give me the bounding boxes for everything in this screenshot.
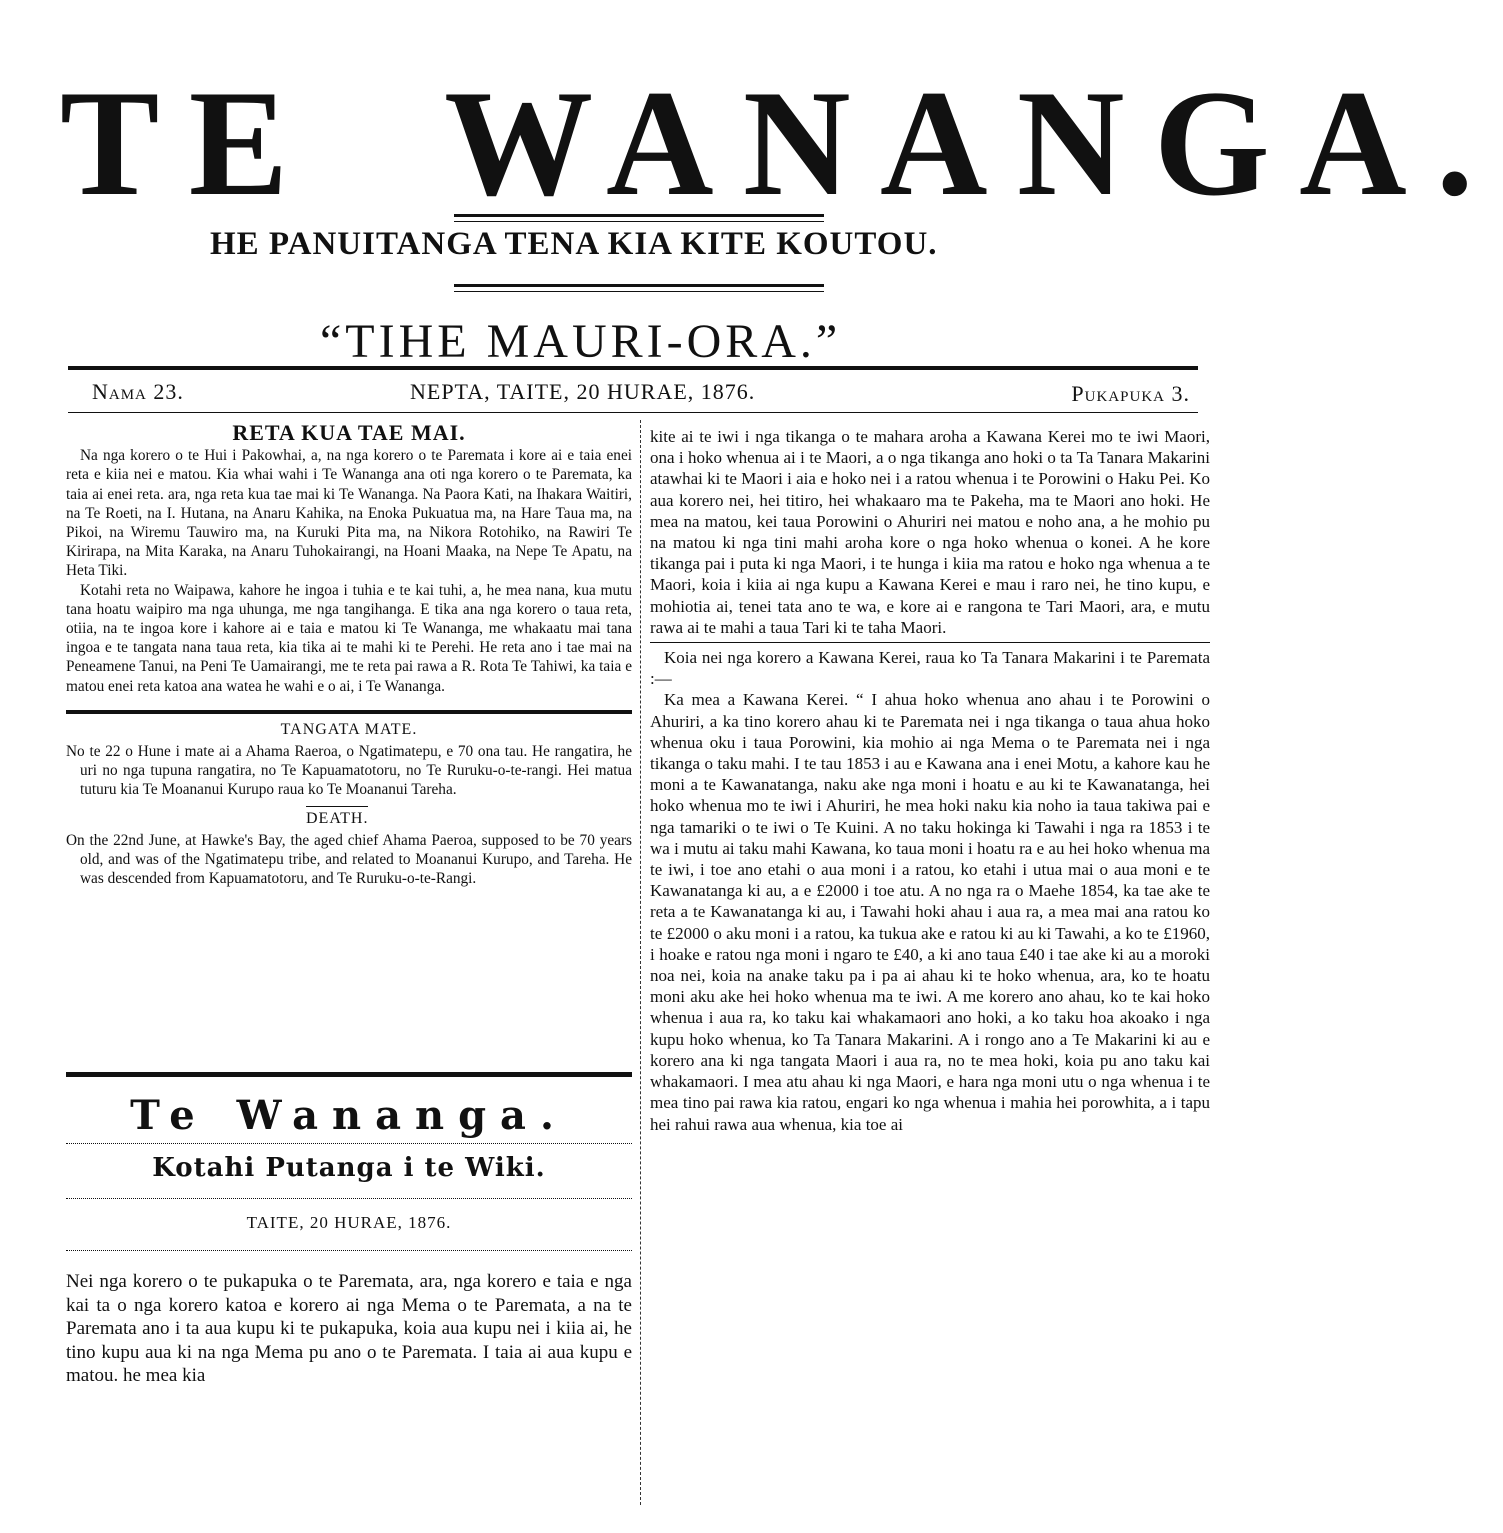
editorial-paper-name: Te Wananga. (130, 1092, 568, 1139)
issue-bar (70, 373, 1200, 409)
right-paragraph: Koia nei nga korero a Kawana Kerei, raua ko Ta Tanara Makarini i te Paremata :— (650, 648, 1210, 689)
editorial-date: TAITE, 20 HURAE, 1876. (246, 1213, 452, 1232)
column-divider (640, 420, 641, 1505)
death-maori-heading: TANGATA MATE. (280, 720, 418, 738)
left-column (66, 420, 632, 888)
masthead-rule-top (454, 214, 824, 222)
letters-paragraph: Kotahi reta no Waipawa, kahore he ingoa i tuhia e te kai tuhi, a, he mea nana, kua mutu tana hoatu waipiro ma nga uhunga, me nga tangihanga. E tika ana nga korero o taua reta, otiia, na te ingoa kore i kahore ai e taia e matou ki Te Wananga, me whakaatu mai tana ingoa e te tangata nana taua reta, kia tika ai te mahi ki te Perehi. He reta ano i tae mai na Peneamene Tanui, na Peni Te Uamairangi, me te reta pai rawa a R. Rota Te Tahiwi, ka taia e matou enei reta katoa ana watea he wahi e o ai, i Te Wananga. (66, 581, 632, 695)
right-rule (650, 642, 1210, 643)
editorial-body (66, 1270, 632, 1388)
right-column (650, 426, 1210, 1135)
masthead-title: TE WANANGA. (60, 59, 1503, 227)
death-english-text: On the 22nd June, at Hawke's Bay, the aged chief Ahama Paeroa, supposed to be 70 years old, and was of the Ngatimatepu tribe, and related to Moananui Kurupo, and Tareha. He was descended from Kapuamatotoru, and Te Ruruku-o-te-Rangi. (66, 831, 632, 888)
masthead-subtitle: “TIHE MAURI-ORA.” (320, 315, 842, 368)
issue-rule-bottom (68, 412, 1198, 413)
issue-number: Nama 23. (92, 379, 184, 404)
section-rule (66, 710, 632, 714)
editorial-rule-top (66, 1072, 632, 1077)
letters-paragraph: Na nga korero o te Hui i Pakowhai, a, na nga korero o te Paremata i kore ai e taia enei reta e kiia nei e matou. Kia whai wahi i Te Wananga ana oti nga korero o te Paremata, ka taia ai enei reta. ara, nga reta kua tae mai ki Te Wananga. Na Paora Kati, na Ihakara Waitiri, na Te Roeti, na I. Hutana, na Anaru Kahika, na Enoka Pukuatua ma, na Hare Taua ma, na Pikoi, na Wiremu Tauwiro ma, na Kuruki Pita ma, na Nikora Rotohiko, na Rawiri Te Kirirapa, na Mita Karaka, na Anaru Tuhokairangi, na Hoani Maaka, na Nepe Te Apatu, na Heta Tiki. (66, 447, 632, 580)
editorial-weekly-heading: Kotahi Putanga i te Wiki. (152, 1153, 546, 1183)
editorial-text: Nei nga korero o te pukapuka o te Paremata, ara, nga korero e taia e nga kai ta o nga korero katoa e korero ai nga Mema o te Paremata, a na te Paremata ano i ta aua kupu ki te pukapuka, koia aua kupu nei i kiia ai, he tino kupu aua ki na nga Mema pu ano o te Paremata. I taia ai aua kupu e matou. he mea kia (66, 1271, 632, 1387)
death-maori-text: No te 22 o Hune i mate ai a Ahama Raeroa, o Ngatimatepu, e 70 ona tau. He rangatira, he uri no nga tupuna rangatira, no Te Kapuamatotoru, no Te Ruruku-o-te-rangi. Hei matua tuturu kia Te Moananui Kurupo raua ko Te Moananui Tareha. (66, 743, 632, 799)
masthead (60, 59, 1503, 227)
issue-date: NEPTA, TAITE, 20 HURAE, 1876. (410, 379, 756, 404)
letters-heading: RETA KUA TAE MAI. (232, 420, 466, 445)
issue-rule-top (68, 366, 1198, 370)
editorial-rule-date-top (66, 1198, 632, 1199)
right-paragraph: kite ai te iwi i nga tikanga o te mahara aroha a Kawana Kerei mo te iwi Maori, ona i hoko whenua ai i te Maori, a o nga tikanga ano hoki o ta Ta Tanara Makarini atawhai ki te Maori i aia e hoko nei i a ratou whenua i te Porowini o Haku Pei. Ko aua korero nei, hei titiro, hei whakaaro ma te Pakeha, ma te Maori ano hoki. He mea na matou, kei taua Porowini o Ahuriri nei matou e noho ana, a he mohio pu na matou ki nga tini mahi aroha kore o nga hoko whenua o konei. A he kore tikanga pai i puta ki nga Maori, i te hunga i kiia ma ratou e hoko nga whenua a te Maori, koia i kiia ai nga kupu a Kawana Kerei e mau i raro nei, he tino kupu, e mohiotia ai, tenei tata ano te wa, e kore ai e rangona te Tari Maori, ara, e mutu rawa ai te mahi a taua Tari ki te taha Maori. (650, 427, 1210, 637)
editorial-rule-mid (66, 1143, 632, 1144)
death-english-heading: DEATH. (306, 806, 368, 828)
editorial-rule-date-bottom (66, 1250, 632, 1251)
right-paragraph: Ka mea a Kawana Kerei. “ I ahua hoko whenua ano ahau i te Porowini o Ahuriri, a ka tino korero ahau ki te Paremata nei i nga tikanga o taua ahua hoko whenua oku i taua Porowini, kia mohio ai nga Mema o te Paremata nei i nga tikanga o taku mahi. I te tau 1853 i au e Kawana ana i enei Motu, a kahore kau he moni a te Kawanatanga, naku ake nga moni i hoatu e au ki te Kawanatanga, hei hoko whenua mo te iwi i Ahuriri, he mea hoki naku kia noho ia taua takiwa pai e nga tamariki o te iwi o Te Kuini. A no taku hokinga ki Tawahi i nga ra 1853 i te wa i mutu ai taku mahi Kawana, ko taua moni i hoatu ra e au hei hoko whenua ma te iwi, i toe ano etahi o aua moni i a ratou, ko etahi i utua mai o aua moni e te Kawanatanga ki au, a e £2000 i toe atu. A no nga ra o Maehe 1854, ka tae ake te reta a te Kawanatanga ki au, i Tawahi hoki ahau i aua ra, a mea mai ana ratou ko te £2000 o aku moni i a ratou, ka tukua ake e ratou ki au ki Tawahi, a ko te £1960, i hoake e ratou nga moni i ngaro te £40, a ki ano taua £40 i tae ake ki au a moroki noa nei, koia na anake taku pa i pa ai ahau ki te hoko whenua, ara, ko te hoatu moni aku ake hei hoko whenua ma te iwi. A me korero ano ahau, ko te kai hoko whenua i aua ra, ko taku kai whakamaori ano hoki, a ko taku hoa akoako i nga kupu hoko whenua, ko Ta Tanara Makarini. A i rongo ano a Te Makarini ki au e korero ana ki nga tangata Maori i aua ra, no te mea hoki, koia pu ano taku kai whakamaori. I mea atu ahau ki nga Maori, e hara nga moni utu o nga whenua i te mea tino pai rawa kia ratou, engari ko nga whenua i mahia hei porowhita, a i tapu hei rahui rawa aua whenua, kia toe ai (650, 690, 1210, 1134)
issue-volume: Pukapuka 3. (1071, 381, 1190, 406)
masthead-rule-bottom (454, 284, 824, 292)
masthead-motto: HE PANUITANGA TENA KIA KITE KOUTOU. (210, 226, 938, 262)
